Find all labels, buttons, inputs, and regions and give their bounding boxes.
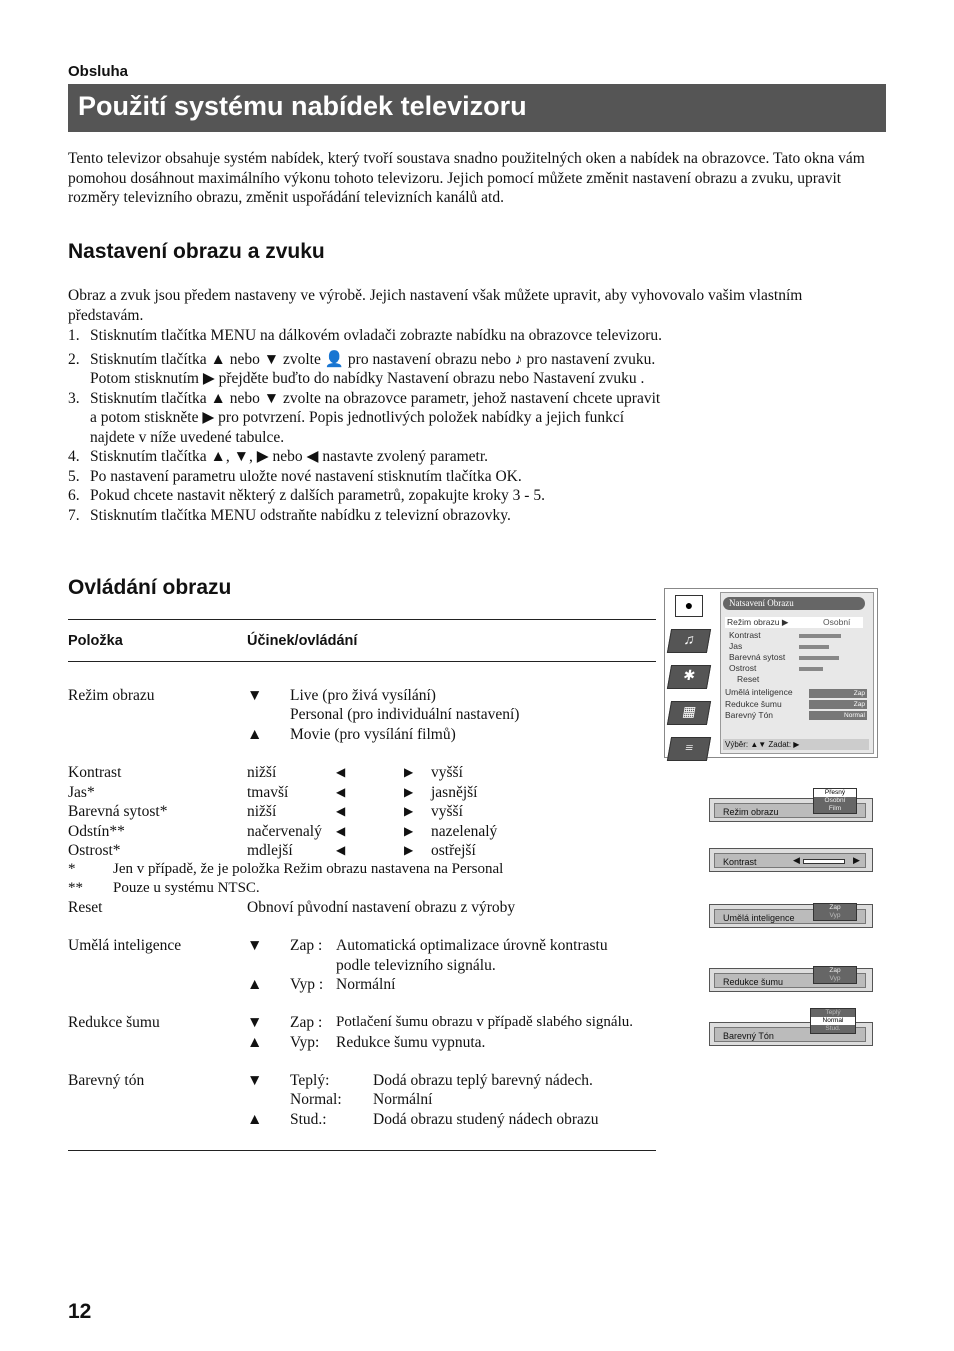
ai-zap-text-2: podle televizního signálu. [336, 957, 496, 974]
down-arrow: ▼ [247, 1014, 263, 1031]
ai-zap-key: Zap : [290, 937, 323, 954]
footnote-mark-1: * [68, 861, 76, 877]
right-arrow-icon: ▶ [853, 855, 860, 865]
osd-tab-column [669, 595, 709, 773]
nr-vyp-text: Redukce šumu vypnuta. [336, 1034, 486, 1051]
osd-mini-kontrast: Kontrast ◀ ▶ [709, 848, 873, 872]
step-3: 3. Stisknutím tlačítka ▲ nebo ▼ zvolte na obrazovce parametr, jehož nastavení chcete upravit a potom stiskněte ▶ pro potvrzení. Popis jednotlivých položek nabídky a jejich funkcí najdete v níže uvedené tabulce. [68, 389, 661, 446]
adjust-row: Jas* tmavší ◀ ▶ jasnější [68, 783, 478, 801]
footnote-2: Pouze u systému NTSC. [113, 880, 260, 896]
setup-tab-icon: ▦ [667, 701, 711, 725]
picture-tab-icon: ● [675, 595, 703, 617]
table-header-rule [68, 661, 656, 662]
option-personal: Personal (pro individuální nastavení) [290, 706, 520, 723]
col-header-item: Položka [68, 633, 123, 649]
footnote-1: Jen v případě, že je položka Režim obrazu nastavena na Personal [113, 861, 504, 877]
osd-bar [799, 656, 839, 660]
left-arrow-icon: ◀ [793, 855, 800, 865]
col-header-effect: Účinek/ovládání [247, 633, 358, 649]
osd-menu-title: Natsavení Obrazu [723, 597, 865, 610]
row-label-tone: Barevný tón [68, 1072, 145, 1089]
adjust-row: Kontrast nižší ◀ ▶ vyšší [68, 764, 463, 781]
footnote-mark-2: ** [68, 880, 83, 896]
option-live: Live (pro živá vysílání) [290, 687, 436, 704]
osd-mini-rezim: Režim obrazu [709, 798, 873, 822]
osd-row-rezim: Režim obrazu ▶ Osobní [725, 617, 863, 628]
section-label: Obsluha [68, 63, 129, 80]
row-label-ai: Umělá inteligence [68, 937, 182, 954]
settings-intro: Obraz a zvuk jsou předem nastaveny ve výrobě. Jejich nastavení však můžete upravit, aby vyhovovalo vašim vlastním představám. [68, 287, 803, 324]
nr-vyp-key: Vyp: [290, 1034, 320, 1051]
step-6: 6. Pokud chcete nastavit některý z dalších parametrů, zopakujte kroky 3 - 5. [68, 487, 545, 504]
osd-row-nr: Redukce šumu [725, 699, 782, 709]
up-arrow: ▲ [247, 726, 263, 743]
tone-cool-key: Stud.: [290, 1111, 327, 1128]
osd-bar [799, 667, 823, 671]
adjust-table [68, 763, 588, 861]
osd-main-screen [664, 588, 878, 758]
page-number: 12 [68, 1300, 92, 1323]
osd-mini-tone-options: Teplý Normal Stud. [810, 1008, 856, 1034]
osd-val-nr: Zap [809, 700, 867, 709]
reset-text: Obnoví původní nastavení obrazu z výroby [247, 899, 516, 916]
ai-vyp-key: Vyp : [290, 976, 324, 993]
osd-row-ai: Umělá inteligence [725, 687, 793, 697]
osd-footer: Výběr: ▲▼ Zadat: ▶ [723, 739, 869, 750]
osd-mini-nr: Redukce šumu [709, 968, 873, 992]
feature-tab-icon: ✱ [667, 665, 711, 689]
title-bar [68, 84, 886, 132]
nr-zap-text: Potlačení šumu obrazu v případě slabého signálu. [336, 1014, 634, 1030]
osd-mini-ai-options: Zap Vyp [813, 903, 857, 921]
osd-mini-rezim-options: Přesný Osobní Film [813, 788, 857, 814]
row-label-reset: Reset [68, 899, 103, 916]
table-bottom-rule [68, 1150, 656, 1151]
osd-row-kontrast: Kontrast [729, 630, 761, 640]
tone-warm-text: Dodá obrazu teplý barevný nádech. [373, 1072, 593, 1089]
tone-normal-key: Normal: [290, 1091, 342, 1108]
osd-val-ai: Zap [809, 689, 867, 698]
page-title: Použití systému nabídek televizoru [78, 91, 527, 121]
osd-val-tone: Normal [809, 711, 867, 720]
heading-picture: Ovládání obrazu [68, 576, 232, 599]
row-label-rezim: Režim obrazu [68, 687, 155, 704]
osd-mini-tone: Barevný Tón [709, 1022, 873, 1046]
osd-row-sytost: Barevná sytost [729, 652, 786, 662]
row-label-nr: Redukce šumu [68, 1014, 160, 1031]
kontrast-slider [803, 859, 845, 864]
osd-bar [799, 634, 841, 638]
heading-settings: Nastavení obrazu a zvuku [68, 240, 325, 263]
table-top-rule [68, 619, 656, 620]
ai-zap-text: Automatická optimalizace úrovně kontrastu [336, 937, 608, 954]
adjust-row: Barevná sytost* nižší ◀ ▶ vyšší [68, 803, 463, 820]
osd-row-tone: Barevný Tón [725, 710, 774, 720]
step-1: 1. Stisknutím tlačítka MENU na dálkovém ovladači zobrazte nabídku na obrazovce televizoru. [68, 327, 663, 344]
up-arrow: ▲ [247, 976, 263, 993]
steps-list [68, 326, 668, 525]
ai-vyp-text: Normální [336, 976, 396, 993]
tone-normal-text: Normální [373, 1091, 433, 1108]
step-5: 5. Po nastavení parametru uložte nové nastavení stisknutím tlačítka OK. [68, 467, 522, 485]
osd-bar [799, 645, 829, 649]
step-4: 4. Stisknutím tlačítka ▲, ▼, ▶ nebo ◀ nastavte zvolený parametr. [68, 448, 489, 465]
down-arrow: ▼ [247, 937, 263, 954]
preset-tab-icon: ≡ [667, 737, 711, 761]
osd-row-ostrost: Ostrost [729, 663, 757, 673]
down-arrow: ▼ [247, 687, 263, 704]
osd-row-jas: Jas [729, 641, 743, 651]
osd-row-reset: Reset [737, 674, 760, 684]
osd-mini-nr-options: Zap Vyp [813, 966, 857, 984]
down-arrow: ▼ [247, 1072, 263, 1089]
step-2: 2. Stisknutím tlačítka ▲ nebo ▼ zvolte 👤 pro nastavení obrazu nebo ♪ pro nastavení zvuku. Potom stisknutím ▶ přejděte buďto do nabídky Nastavení obrazu nebo Nastavení zvuku . [68, 350, 656, 387]
osd-mini-ai: Umělá inteligence [709, 904, 873, 928]
step-7: 7. Stisknutím tlačítka MENU odstraňte nabídku z televizní obrazovky. [68, 506, 511, 524]
adjust-row: Ostrost* mdlejší ◀ ▶ ostřejší [68, 842, 476, 859]
tone-warm-key: Teplý: [290, 1072, 330, 1089]
nr-zap-key: Zap : [290, 1014, 323, 1031]
adjust-row: Odstín** načervenalý ◀ ▶ nazelenalý [68, 822, 498, 840]
up-arrow: ▲ [247, 1034, 263, 1051]
sound-tab-icon: ♫ [667, 629, 711, 653]
option-movie: Movie (pro vysílání filmů) [290, 726, 456, 743]
up-arrow: ▲ [247, 1111, 263, 1128]
tone-cool-text: Dodá obrazu studený nádech obrazu [373, 1111, 599, 1128]
intro-paragraph: Tento televizor obsahuje systém nabídek, který tvoří soustava snadno použitelných oken a nabídek na obrazovce. Tato okna vám pomohou dosáhnout maximálního výkonu tohoto televizoru. Jejich pomocí můžete změnit nastavení obrazu a zvuku, upravit rozměry televizního obrazu, změnit uspořádání televizních kanálů atd. [68, 150, 865, 206]
osd-menu-panel [720, 592, 874, 754]
